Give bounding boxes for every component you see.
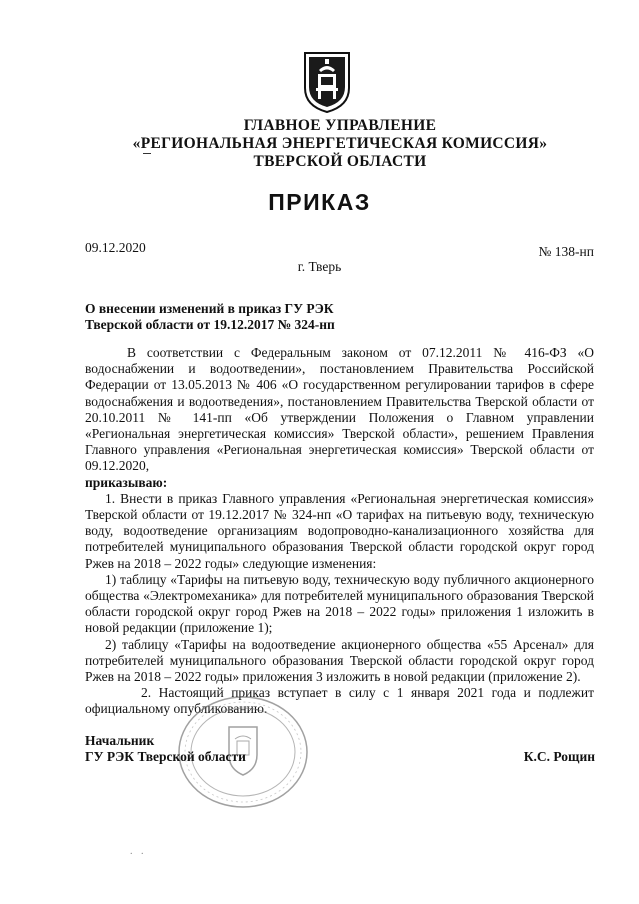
- order-subitem-2: 2) таблицу «Тарифы на водоотведение акционерного общества «55 Арсенал» для потребителей муниципального образования Тверской области городской округ город Ржев на 2018 – 2022 годы» приложения 3 изложить в новой редакции (приложение 2).: [85, 636, 594, 685]
- document-subject: [85, 301, 385, 333]
- document-city: г. Тверь: [297, 259, 342, 274]
- document-date: 09.12.2020: [85, 240, 146, 255]
- order-word: приказываю:: [85, 474, 168, 490]
- signatory-title-line2: ГУ РЭК Тверской области: [85, 749, 246, 764]
- org-name-line3: ТВЕРСКОЙ ОБЛАСТИ: [253, 153, 427, 170]
- preamble-paragraph: В соответствии с Федеральным законом от 07.12.2011 № 416-ФЗ «О водоснабжении и водоотведении», постановлением Правительства Российской Федерации от 13.05.2013 № 406 «О государственном регулировании тарифов в сфере водоснабжения и водоотведения», постановлением Правительства Тверской области от 20.10.2011 № 141-пп «Об утверждении Положения о Главном управлении «Региональная энергетическая комиссия» Тверской области», решением Правления Главного управления «Региональная энергетическая комиссия» Тверской области от 09.12.2020,: [85, 345, 594, 474]
- signatory-title-line1: Начальник: [85, 733, 155, 748]
- org-name-line1: ГЛАВНОЕ УПРАВЛЕНИЕ: [243, 117, 437, 134]
- org-name-line2: «РЕГИОНАЛЬНАЯ ЭНЕРГЕТИЧЕСКАЯ КОМИССИЯ»: [132, 135, 548, 152]
- tver-coat-of-arms-icon: [302, 50, 352, 114]
- document-number: № 138-нп: [538, 244, 594, 259]
- document-body: [85, 345, 594, 718]
- order-subitem-1: 1) таблицу «Тарифы на питьевую воду, техническую воду публичного акционерного общества «Электромеханика» для потребителей муниципального образования Тверской области городской округ город Ржев на 2018 – 2022 годы» приложения 1 изложить в новой редакции (приложение 1);: [85, 571, 594, 636]
- document-type-title: ПРИКАЗ: [268, 189, 371, 215]
- scan-artifact: . .: [130, 846, 147, 857]
- order-item-1: 1. Внести в приказ Главного управления «Региональная энергетическая комиссия» Тверской области от 19.12.2017 № 324-нп «О тарифах на питьевую воду, техническую воду, водоотведение организациям водопроводно-канализационного хозяйства для потребителей муниципального образования Тверской области городской округ город Ржев на 2018 – 2022 годы» следующие изменения:: [85, 490, 594, 571]
- subject-line1: О внесении изменений в приказ ГУ РЭК: [85, 301, 334, 316]
- signatory-name: К.С. Рощин: [523, 749, 595, 764]
- subject-line2: Тверской области от 19.12.2017 № 324-нп: [85, 317, 335, 332]
- order-item-2: 2. Настоящий приказ вступает в силу с 1 января 2021 года и подлежит официальному опубликованию.: [85, 685, 594, 717]
